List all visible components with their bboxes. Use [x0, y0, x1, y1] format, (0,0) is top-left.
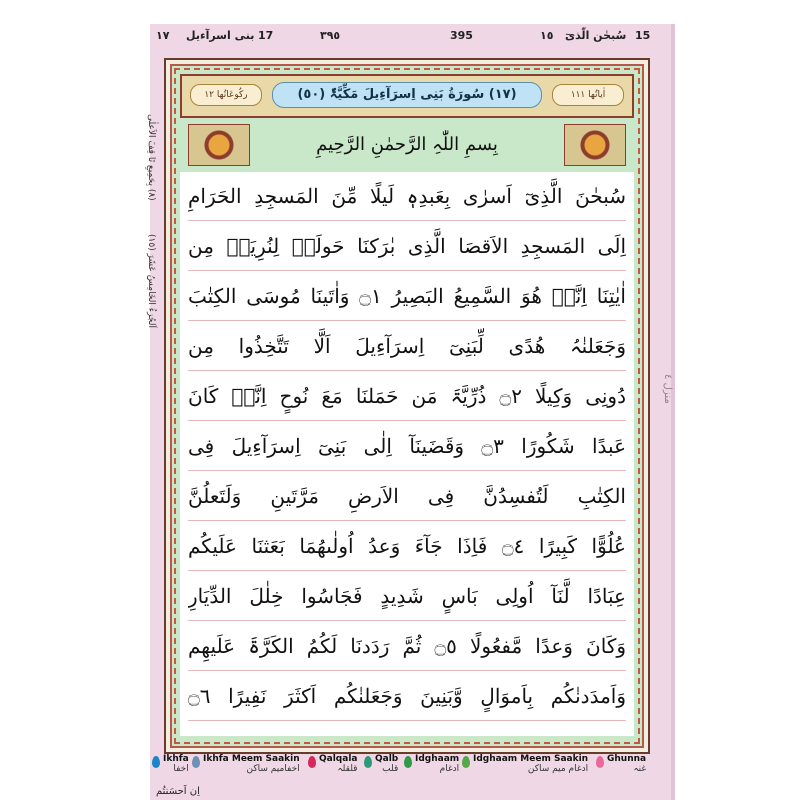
color-drop-icon [596, 756, 604, 768]
legend-label: Qalb [375, 754, 399, 764]
legend-label: Idghaam [415, 754, 460, 764]
page-number-english: 395 [450, 29, 473, 42]
margin-note-top: (٨) بِحَمِیعِ تَا قِفَ الاَعلٰی [146, 114, 156, 201]
ruku-count-medal: رکُوعَاتُھا ١٢ [190, 84, 262, 106]
para-name-right: سُبحٰن الّذیٓ [565, 29, 627, 42]
legend-label-arabic: اخفامیم ساکن [246, 764, 300, 774]
juz-right: 15 [635, 29, 651, 42]
running-head [150, 24, 675, 46]
bismillah: بِسمِ اللّٰہِ الرَّحمٰنِ الرَّحِیمِ [316, 134, 498, 155]
page-number-left: ١٧ [156, 29, 170, 42]
legend-label: Idghaam Meem Saakin [473, 754, 589, 764]
tajweed-legend [150, 754, 675, 800]
juz-left: 17 [258, 29, 274, 42]
verse-line-6: عَبدًا شَکُورًا ۝٣ وَقَضَینَآ اِلٰی بَنِیٓ اِسرَآءِیلَ فِی [188, 422, 626, 471]
legend-label: Ghunna [607, 754, 647, 764]
legend-label: Ikhfa Meem Saakin [203, 754, 300, 764]
verse-line-2: اِلَی المَسجِدِ الاَقصَا الَّذِی بٰرَکنَا حَولَہٗ لِنُرِیَہٗ مِن [188, 222, 626, 271]
quran-page [146, 24, 675, 800]
ayat-count-medal: اٰیاتُھا ١١١ [552, 84, 624, 106]
color-drop-icon [308, 756, 316, 768]
legend-label-arabic: قلقلہ [337, 764, 358, 774]
verse-line-9: عِبَادًا لَّنَآ اُولِی بَاسٍ شَدِیدٍ فَجَاسُوا خِلٰلَ الدِّیَارِ [188, 572, 626, 621]
verse-line-11: وَاَمدَدنٰکُم بِاَموَالٍ وَّبَنِینَ وَجَعَلنٰکُم اَکثَرَ نَفِیرًا ۝٦ [188, 672, 626, 721]
ornament-left-icon [188, 124, 250, 166]
verse-line-1: سُبحٰنَ الَّذِیٓ اَسرٰی بِعَبدِہٖ لَیلًا مِّنَ المَسجِدِ الحَرَامِ [188, 172, 626, 221]
legend-label-arabic: غنہ [633, 764, 647, 774]
surah-title: (١٧) سُورَةُ بَنِی اِسرَآءِیلَ مَکِّیَّۃٌ (٥٠) [272, 82, 542, 108]
legend-item-qalb [364, 754, 398, 794]
verse-line-7: الکِتٰبِ لَتُفسِدُنَّ فِی الاَرضِ مَرَّتَینِ وَلَتَعلُنَّ [188, 472, 626, 521]
verse-line-3: اٰیٰتِنَا اِنَّہٗ ھُوَ السَّمِیعُ البَصِیرُ ۝١ وَاٰتَینَا مُوسَی الکِتٰبَ [188, 272, 626, 321]
legend-label-arabic: اخفا [173, 764, 189, 774]
legend-label: Ikhfa [163, 754, 189, 764]
manzil-mark: منزل ٤ [662, 374, 673, 404]
legend-item-qalqala [308, 754, 357, 794]
legend-item-idghaam [404, 754, 459, 794]
color-drop-icon [152, 756, 160, 768]
color-drop-icon [462, 756, 470, 768]
legend-label: Qalqala [319, 754, 358, 764]
surah-name-left: بنی اسرآءيل [186, 29, 255, 42]
verse-line-8: عُلُوًّا کَبِیرًا ۝٤ فَاِذَا جَآءَ وَعدُ اُولٰىھُمَا بَعَثنَا عَلَیکُم [188, 522, 626, 571]
legend-label-arabic: ادغام [439, 764, 460, 774]
left-margin [146, 64, 164, 364]
legend-label-arabic: قلب [382, 764, 399, 774]
juz-arabic-right: ١٥ [540, 29, 554, 42]
verse-line-4: وَجَعَلنٰہُ ھُدًی لِّبَنِیٓ اِسرَآءِیلَ اَلَّا تَتَّخِذُوا مِن [188, 322, 626, 371]
color-drop-icon [192, 756, 200, 768]
surah-header [180, 74, 634, 118]
page-number-arabic: ٣٩٥ [320, 29, 341, 42]
margin-note-juz: اَلجُزءُ الخَامِسُ عَشَرَ (١٥) [146, 234, 156, 328]
legend-label-arabic: ادغام میم ساکن [527, 764, 589, 774]
ornament-right-icon [564, 124, 626, 166]
verse-line-10: وَکَانَ وَعدًا مَّفعُولًا ۝٥ ثُمَّ رَدَدنَا لَکُمُ الکَرَّۃَ عَلَیھِم [188, 622, 626, 671]
legend-item-ikhfa-meem-saakin [192, 754, 300, 794]
legend-item-ghunna [596, 754, 646, 794]
catchword-footer: اِن اَحسَنتُم [156, 786, 200, 797]
verse-line-5: دُونِی وَکِیلًا ۝٢ ذُرِّیَّۃَ مَن حَمَلنَا مَعَ نُوحٍ اِنَّہٗ کَانَ [188, 372, 626, 421]
color-drop-icon [364, 756, 372, 768]
text-frame [164, 58, 650, 754]
verse-text-area [180, 172, 634, 736]
color-drop-icon [404, 756, 412, 768]
legend-item-idghaam-meem-saakin [462, 754, 588, 794]
page-edge [671, 24, 675, 800]
